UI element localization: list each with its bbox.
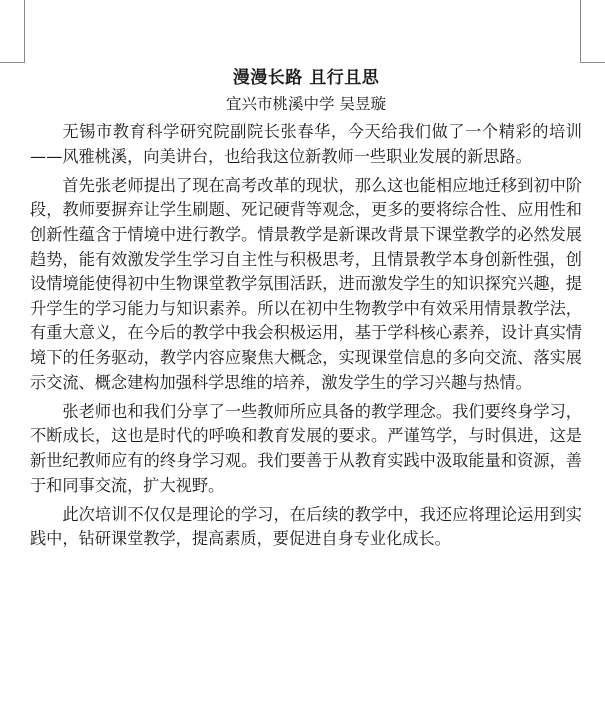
paragraph-intro: 无锡市教育科学研究院副院长张春华，今天给我们做了一个精彩的培训——风雅桃溪，向美讲台，也给我这位新教师一些职业发展的新思路。 [30,122,582,166]
crop-mark-top-right [580,0,605,63]
paragraph-teaching-philosophy: 张老师也和我们分享了一些教师所应具备的教学理念。我们要终身学习，不断成长，这也是时代的呼唤和教育发展的要求。严谨笃学，与时俱进，这是新世纪教师应有的终身学习观。我们要善于从教育实践中汲取能量和资源，善于和同事交流，扩大视野。 [30,401,582,495]
paragraph-conclusion: 此次培训不仅仅是理论的学习，在后续的教学中，我还应将理论运用到实践中，钻研课堂教学，提高素质，要促进自身专业化成长。 [30,504,582,549]
paragraph-situational-teaching: 首先张老师提出了现在高考改革的现状，那么这也能相应地迁移到初中阶段，教师要摒弃让学生刷题、死记硬背等观念，更多的要将综合性、应用性和创新性蕴含于情境中进行教学。情景教学是新课改背景下课堂教学的必然发展趋势，能有效激发学生学习自主性与积极思考，且情景教学本身创新性强，创设情境能使得初中生物课堂教学氛围活跃，进而激发学生的知识探究兴趣，提升学生的学习能力与知识素养。所以在初中生物教学中有效采用情景教学法，有重大意义，在今后的教学中我会积极运用，基于学科核心素养，设计真实情境下的任务驱动，教学内容应聚焦大概念，实现课堂信息的多向交流、落实展示交流、概念建构加强科学思维的培养，激发学生的学习兴趣与热情。 [30,175,582,392]
document-author: 宜兴市桃溪中学 吴昱璇 [226,95,386,113]
crop-mark-top-left [0,0,25,63]
document-title: 漫漫长路 且行且思 [232,68,380,88]
document-body [30,66,582,556]
